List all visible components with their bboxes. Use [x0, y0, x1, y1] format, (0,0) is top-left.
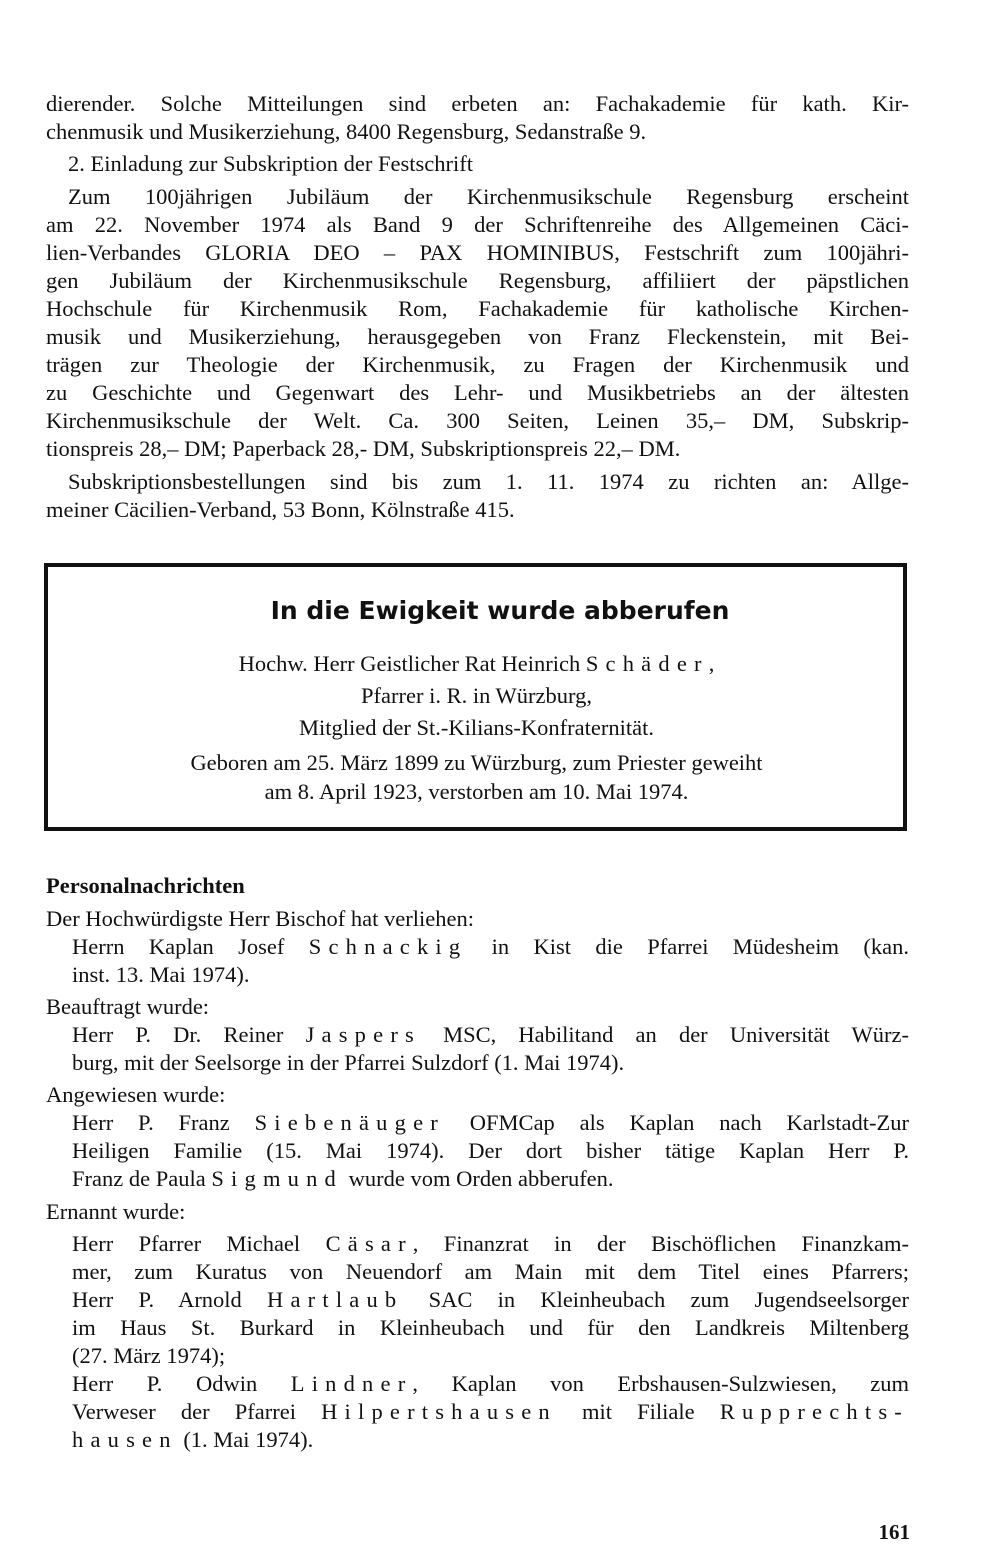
paragraph-line: gen Jubiläum der Kirchenmusikschule Regensburg, affiliiert der päpstlichen: [46, 268, 909, 293]
entry-line: [72, 1426, 313, 1454]
entry-line: [72, 1230, 909, 1258]
entry-line: im Haus St. Burkard in Kleinheubach und für den Landkreis Miltenberg: [72, 1315, 909, 1340]
entry-line: [72, 1165, 614, 1193]
entry-text: Herr P. Odwin: [72, 1371, 291, 1396]
obituary-line: [60, 650, 893, 678]
person-name: Jaspers: [305, 1022, 421, 1047]
category-label: Ernannt wurde:: [46, 1199, 186, 1224]
category-label: Angewiesen wurde:: [46, 1082, 226, 1107]
paragraph-line: dierender. Solche Mitteilungen sind erbeten an: Fachakademie für kath. Kir-: [46, 91, 909, 116]
paragraph-line: Subskriptionsbestellungen sind bis zum 1. 11. 1974 zu richten an: Allge-: [68, 469, 909, 494]
entry-text: , Finanzrat in der Bischöflichen Finanzkam-: [412, 1231, 909, 1256]
obituary-text: Hochw. Herr Geistlicher Rat Heinrich: [238, 651, 586, 676]
paragraph-line: am 22. November 1974 als Band 9 der Schriftenreihe des Allgemeinen Cäci-: [46, 212, 909, 237]
paragraph-line: musik und Musikerziehung, herausgegeben von Franz Fleckenstein, mit Bei-: [46, 324, 909, 349]
page-number: 161: [878, 1520, 910, 1544]
person-name: Sigmund: [211, 1166, 344, 1191]
entry-line: mer, zum Kuratus von Neuendorf am Main mit dem Titel eines Pfarrers;: [72, 1259, 909, 1284]
paragraph-line: Kirchenmusikschule der Welt. Ca. 300 Seiten, Leinen 35,– DM, Subskrip-: [46, 408, 909, 433]
paragraph-line: chenmusik und Musikerziehung, 8400 Regensburg, Sedanstraße 9.: [46, 119, 647, 144]
entry-line: inst. 13. Mai 1974).: [72, 962, 250, 987]
entry-line: Heiligen Familie (15. Mai 1974). Der dort bisher tätige Kaplan Herr P.: [72, 1138, 909, 1163]
entry-text: MSC, Habilitand an der Universität Würz-: [420, 1022, 910, 1047]
entry-text: Herr P. Franz: [72, 1110, 255, 1135]
section-heading: 2. Einladung zur Subskription der Festschrift: [68, 151, 473, 176]
entry-line: [72, 1370, 909, 1398]
entry-text: in Kist die Pfarrei Müdesheim (kan.: [467, 934, 909, 959]
entry-text: Verweser der Pfarrei: [72, 1399, 322, 1424]
obituary-line: Pfarrer i. R. in Würzburg,: [361, 683, 592, 708]
entry-text: mit Filiale: [556, 1399, 720, 1424]
obituary-title: In die Ewigkeit wurde abberufen: [270, 596, 730, 625]
entry-text: Herr P. Dr. Reiner: [72, 1022, 306, 1047]
person-name: Siebenäuger: [254, 1110, 445, 1135]
place-name: hausen: [72, 1427, 178, 1452]
obituary-line: Mitglied der St.-Kilians-Konfraternität.: [299, 715, 654, 740]
entry-text: Herrn Kaplan Josef: [72, 934, 309, 959]
obituary-line: Geboren am 25. März 1899 zu Würzburg, zum Priester geweiht: [190, 750, 763, 775]
entry-text: wurde vom Orden abberufen.: [343, 1166, 614, 1191]
obituary-name: Schäder: [585, 651, 709, 676]
paragraph-line: Hochschule für Kirchenmusik Rom, Fachakademie für katholische Kirchen-: [46, 296, 909, 321]
entry-line: [72, 933, 909, 961]
entry-text: Herr P. Arnold: [72, 1287, 268, 1312]
category-label: Beauftragt wurde:: [46, 994, 210, 1019]
entry-text: Franz de Paula: [72, 1166, 212, 1191]
entry-line: [72, 1109, 909, 1137]
paragraph-line: trägen zur Theologie der Kirchenmusik, zu Fragen der Kirchenmusik und: [46, 352, 909, 377]
obituary-line: am 8. April 1923, verstorben am 10. Mai 1974.: [264, 779, 689, 804]
entry-line: [72, 1286, 909, 1314]
entry-line: [72, 1398, 909, 1426]
entry-text: OFMCap als Kaplan nach Karlstadt-Zur: [444, 1110, 909, 1135]
paragraph-line: tionspreis 28,– DM; Paperback 28,- DM, Subskriptionspreis 22,– DM.: [46, 436, 681, 461]
personal-heading: Personalnachrichten: [46, 873, 245, 898]
category-label: Der Hochwürdigste Herr Bischof hat verliehen:: [46, 906, 474, 931]
obituary-text: ,: [708, 651, 715, 676]
entry-line: burg, mit der Seelsorge in der Pfarrei Sulzdorf (1. Mai 1974).: [72, 1050, 625, 1075]
entry-text: , Kaplan von Erbshausen-Sulzwiesen, zum: [412, 1371, 909, 1396]
paragraph-line: meiner Cäcilien-Verband, 53 Bonn, Kölnstraße 415.: [46, 497, 515, 522]
entry-text: Herr Pfarrer Michael: [72, 1231, 326, 1256]
place-name: Rupprechts-: [719, 1399, 909, 1424]
entry-text: SAC in Kleinheubach zum Jugendseelsorger: [403, 1287, 909, 1312]
paragraph-line: lien-Verbandes GLORIA DEO – PAX HOMINIBUS, Festschrift zum 100jähri-: [46, 240, 909, 265]
entry-text: (1. Mai 1974).: [177, 1427, 314, 1452]
paragraph-line: zu Geschichte und Gegenwart des Lehr- und Musikbetriebs an der ältesten: [46, 380, 909, 405]
entry-line: [72, 1021, 909, 1049]
person-name: Cäsar: [325, 1231, 413, 1256]
place-name: Hilpertshausen: [321, 1399, 557, 1424]
entry-line: (27. März 1974);: [72, 1343, 226, 1368]
person-name: Hartlaub: [267, 1287, 404, 1312]
person-name: Lindner: [290, 1371, 413, 1396]
paragraph-line: Zum 100jährigen Jubiläum der Kirchenmusikschule Regensburg erscheint: [68, 184, 909, 209]
person-name: Schnackig: [308, 934, 468, 959]
